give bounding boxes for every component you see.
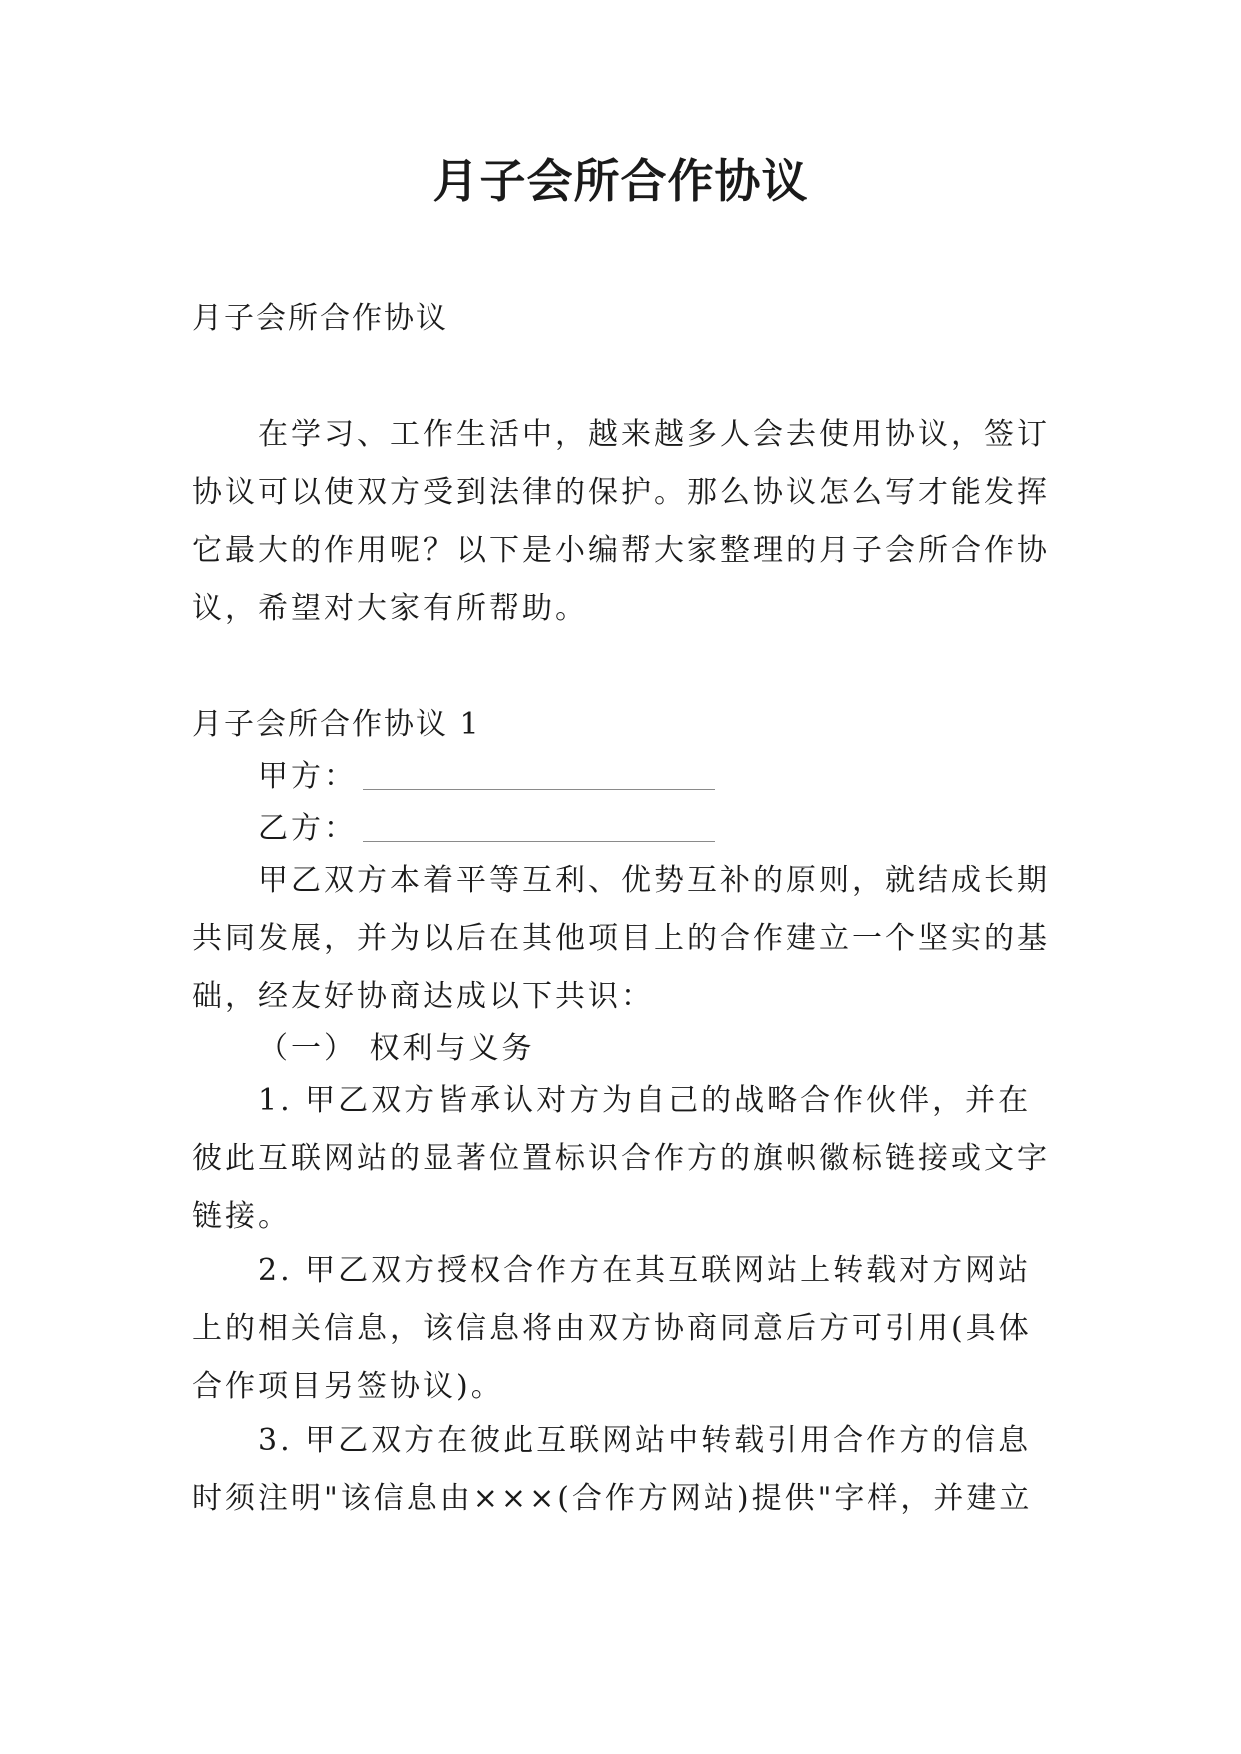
document-title: 月子会所合作协议 [432,154,809,208]
party-b-line [192,800,1054,858]
party-a-line [192,748,1054,806]
clause-2: 2. 甲乙双方授权合作方在其互联网站上转载对方网站上的相关信息，该信息将由双方协商同意后方可引用(具体合作项目另签协议)。 [192,1253,1032,1404]
clause-3: 3. 甲乙双方在彼此互联网站中转载引用合作方的信息时须注明"该信息由×××(合作方网站)提供"字样，并建立 [192,1423,1033,1516]
preamble-paragraph: 甲乙双方本着平等互利、优势互补的原则，就结成长期共同发展，并为以后在其他项目上的合作建立一个坚实的基础，经友好协商达成以下共识： [192,863,1050,1014]
party-a-blank [363,789,715,790]
document-body [192,290,1054,1528]
party-a-label: 甲方： [258,759,357,794]
clause-1: 1. 甲乙双方皆承认对方为自己的战略合作伙伴，并在彼此互联网站的显著位置标识合作方的旗帜徽标链接或文字链接。 [192,1083,1050,1234]
document-subtitle: 月子会所合作协议 [192,301,448,336]
party-b-label: 乙方： [258,811,357,846]
party-b-blank [363,841,715,842]
agreement-heading: 月子会所合作协议 1 [192,707,481,742]
section-heading: （一） 权利与义务 [258,1031,535,1066]
intro-paragraph: 在学习、工作生活中，越来越多人会去使用协议，签订协议可以使双方受到法律的保护。那么协议怎么写才能发挥它最大的作用呢？以下是小编帮大家整理的月子会所合作协议，希望对大家有所帮助。 [192,417,1050,626]
